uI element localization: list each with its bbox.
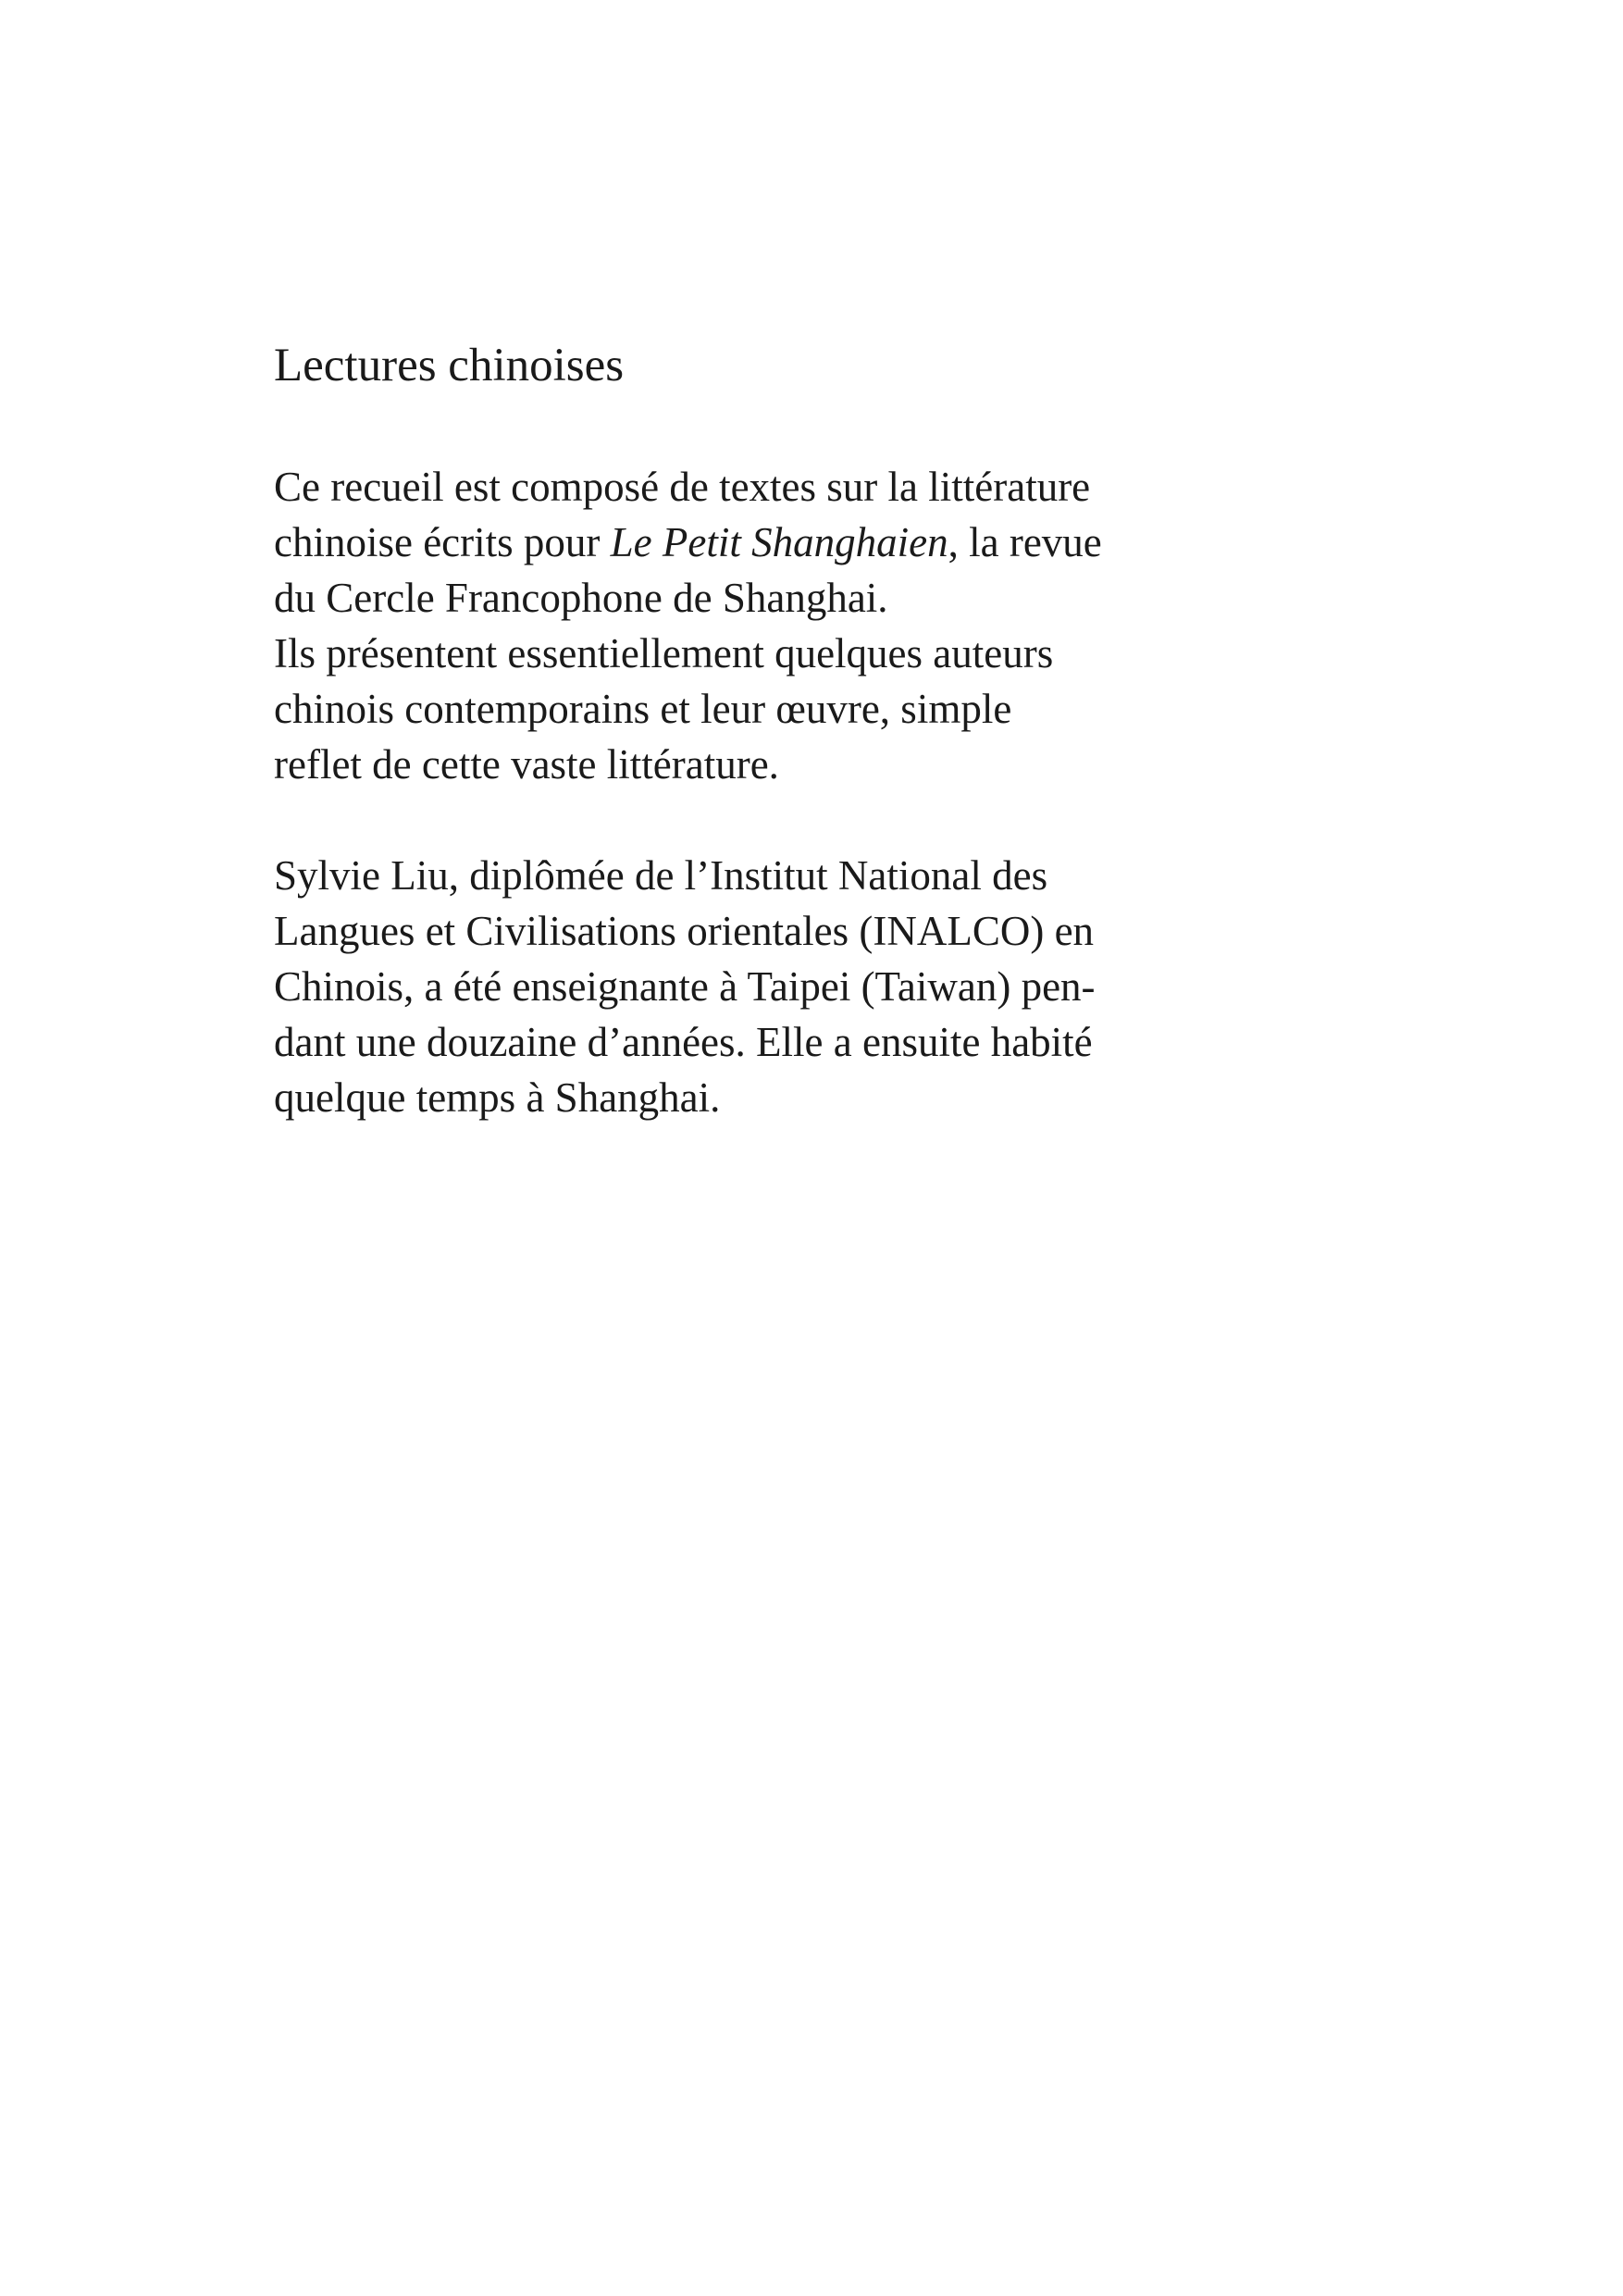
description-text: , la revue: [948, 519, 1102, 565]
description-line: du Cercle Francophone de Shanghai.: [274, 575, 888, 621]
bio-line: dant une douzaine d’années. Elle a ensuite habité: [274, 1019, 1093, 1065]
description-line: [274, 515, 1199, 570]
description-text: chinoise écrits pour: [274, 519, 611, 565]
description-line: Ce recueil est composé de textes sur la littérature: [274, 464, 1091, 510]
description-line: chinois contemporains et leur œuvre, simple: [274, 686, 1012, 732]
bio-line: quelque temps à Shanghai.: [274, 1074, 721, 1121]
bio-line: Langues et Civilisations orientales (INALCO) en: [274, 908, 1095, 954]
bio-line: Chinois, a été enseignante à Taipei (Taiwan) pen-: [274, 963, 1096, 1010]
description-paragraph: [274, 459, 1199, 792]
magazine-title: Le Petit Shanghaien: [610, 519, 948, 565]
bio-line: Sylvie Liu, diplômée de l’Institut National des: [274, 852, 1048, 899]
book-title: Lectures chinoises: [274, 340, 625, 391]
description-line: reflet de cette vaste littérature.: [274, 741, 779, 788]
description-line: Ils présentent essentiellement quelques auteurs: [274, 630, 1054, 676]
author-bio-paragraph: [274, 848, 1199, 1125]
